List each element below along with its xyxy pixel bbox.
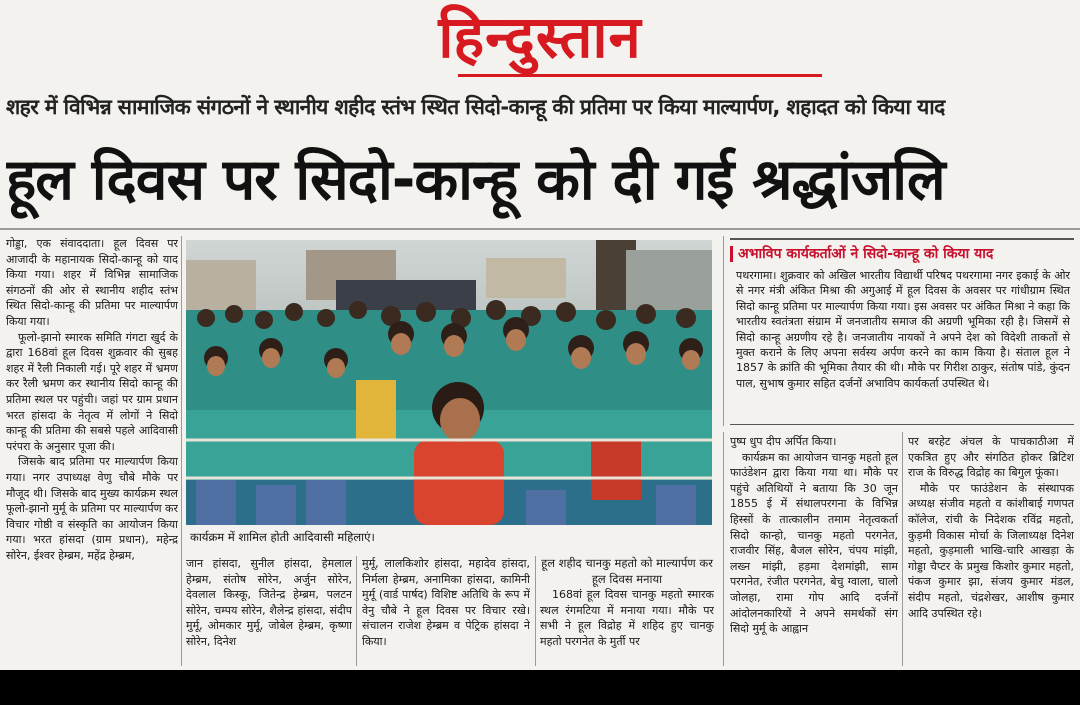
sidebar-rule (730, 424, 1074, 425)
column-divider (723, 432, 724, 666)
article-paragraph: जान हांसदा, सुनील हांसदा, हेमलाल हेम्ब्रम, संतोष सोरेन, अर्जुन सोरेन, देवलाल किस्कू, जितेन्द्र हेम्ब्रम, पलटन सोरेन, चम्पय सोरेन, शैलेन्द्र हांसदा, संदीप मुर्मू, ओमकार मुर्मू, जोबेल हेम्ब्रम, कृष्णा सोरेन, दिनेश (186, 557, 352, 648)
photo-caption: कार्यक्रम में शामिल होती आदिवासी महिलाएं। (190, 530, 375, 544)
article-paragraph: मौके पर फाउंडेशन के संस्थापक अध्यक्ष संजीव महतो व कांशीबाई गणपत कॉलेज, रांची के निदेशक रविंद्र महतो, कुड़मी विकास मोर्चा के जिलाध्यक्ष दिनेश महतो, कुड़माली भाखि-चारि आखड़ा के गोड्डा चैप्टर के प्रमुख किशोर कुमार महतो, पंकज कुमार झा, संजय कुमार मंडल, संदीप महतो, चंद्रशेखर, आशीष कुमार आदि उपस्थित रहे। (908, 481, 1074, 620)
sidebar-title-marker (730, 246, 733, 262)
masthead-underline (458, 74, 822, 77)
article-photo (186, 240, 712, 525)
article-paragraph: 168वां हूल दिवस चानकु महतो स्मारक स्थल रंगमटिया में मनाया गया। मौके पर सभी ने हूल विद्रोह में शहिद हुए चानकु महतो परगनेत के मुर्ती पर (540, 588, 714, 648)
masthead-logo: हिन्दुस्तान (438, 3, 642, 71)
bottom-black-bar (0, 670, 1080, 705)
article-paragraph: मुर्मू, लालकिशोर हांसदा, महादेव हांसदा, निर्मला हेम्ब्रम, अनामिका हांसदा, कामिनी मुर्मू (वार्ड पार्षद) विशिष्ट अतिथि के रूप में वेनु चौबे ने हूल दिवस पर विचार रखे। संचालन राजेश हेम्ब्रम व पेट्रिक हांसदा ने किया। (362, 557, 530, 648)
column-divider (723, 236, 724, 426)
article-paragraph: पुष्प धुप दीप अर्पित किया। (730, 435, 837, 448)
column-divider (181, 236, 182, 666)
article-column-6 (908, 434, 1074, 666)
rally-photo-illustration (186, 240, 712, 525)
article-paragraph: जिसके बाद प्रतिमा पर माल्यार्पण किया गया। नगर उपाध्यक्ष वेणु चौबे मौके पर मौजूद थी। जिसके बाद मुख्य कार्यक्रम स्थल फूलो-झानो मुर्मू के प्रतिमा पर माल्यार्पण कर विचार गोष्ठी व संस्कृति का आयोजन किया गया। भरत हांसदा (ग्राम प्रधान), महेन्द्र सोरेन, ईश्वर हेम्ब्रम, महेंद्र हेम्ब्रम, (6, 455, 178, 562)
article-column-5 (730, 434, 898, 666)
column-divider (356, 556, 357, 666)
article-column-1 (6, 236, 178, 666)
article-paragraph: पर बरहेट अंचल के पाचकाठीआ में एकत्रित हुए और संगठित होकर ब्रिटिश राज के विरुद्ध विद्रोह का बिगुल फूंका। (908, 435, 1074, 480)
headline: हूल दिवस पर सिदो-कान्हू को दी गई श्रद्धांजलि (6, 147, 945, 213)
article-column-3 (362, 556, 530, 666)
article-paragraph: फूलो-झानो स्मारक समिति गंगटा खुर्द के द्वारा 168वां हूल दिवस शुक्रवार की सुबह शहर में रैली निकाली गई। पूरे शहर में भ्रमण कर रैली भ्रमण कर स्थानीय सिदो कान्हू की प्रतिमा स्थल पर पहुंची। जहां पर ग्राम प्रधान भरत हांसदा के नेतृत्व में लोगों ने सिदो कान्हू की प्रतिमा की सबसे पहले आदिवासी परंपरा के अनुसार पूजा की। (6, 330, 178, 453)
sidebar-story (730, 238, 1074, 424)
article-subheading: हूल शहीद चानकु महतो को माल्यार्पण कर हूल दिवस मनाया (541, 556, 713, 586)
article-column-2 (186, 556, 352, 666)
article-paragraph: कार्यक्रम का आयोजन चानकु महतो हूल फाउंडेशन द्वारा किया गया था। मौके पर पहुंचे अतिथियों ने बताया कि 30 जून 1855 ई में संथालपरगना के विभिन्न हिस्सों के तात्कालीन तमाम नेतृत्वकर्ता सिदो कान्हो, चानकु महतो परगनेत, राजवीर सिंह, बैजल सोरेन, चंपय मांझी, लख्न मांझी, हड़मा देशमांझी, साम परगनेत, रंजीत परगनेत, बेचु ग्वाला, चालो जोलहा, रामा गोप आदि दर्जनों आंदोलनकारियों ने अपने समर्थकों संग सिदो मुर्मू के आह्वान (730, 450, 898, 636)
headline-rule (0, 228, 1080, 230)
column-divider (902, 432, 903, 666)
column-divider (535, 556, 536, 666)
article-column-4 (540, 556, 714, 666)
sidebar-title: अभाविप कार्यकर्ताओं ने सिदो-कान्हू को किया याद (738, 246, 994, 262)
sidebar-text: पथरगामा। शुक्रवार को अखिल भारतीय विद्यार्थी परिषद पथरगामा नगर इकाई के ओर से नगर मंत्री अंकित मिश्रा की अगुआई में हूल दिवस के अवसर पर गांधीग्राम स्थित सिदो कान्हू प्रतिमा पर माल्यार्पण किया गया। इस अवसर पर अंकित मिश्रा ने कहा कि भारतीय स्वतंत्रता संग्राम में जनजातीय समाज की अग्रणी भूमिका रही है। जिसमें से सिदो कान्हू अग्रणीय रहे है। जनजातीय नायकों ने अपने देश को विदेशी ताकतों से मुक्त कराने के लिए अपना सर्वस्य अर्पण करने का काम किया है। संताल हूल ने 1857 के क्रांति की भूमिका तैयार की थी। मौके पर गिरीश ठाकुर, संतोष पांडे, कुंदन पाल, सुभाष कुमार सहित दर्जनों अभाविप कार्यकर्ता उपस्थित थे। (736, 269, 1070, 390)
article-paragraph: गोड्डा, एक संवाददाता। हूल दिवस पर आजादी के महानायक सिदो-कान्हू को याद किया गया। शहर में विभिन्न सामाजिक संगठनों की ओर से स्थानीय शहीद स्तंभ स्थित सिदो-कान्हू की प्रतिमा पर माल्यार्पण किया गया। (6, 237, 178, 328)
subheadline: शहर में विभिन्न सामाजिक संगठनों ने स्थानीय शहीद स्तंभ स्थित सिदो-कान्हू की प्रतिमा पर किया माल्यार्पण, शहादत को किया याद (6, 95, 945, 119)
